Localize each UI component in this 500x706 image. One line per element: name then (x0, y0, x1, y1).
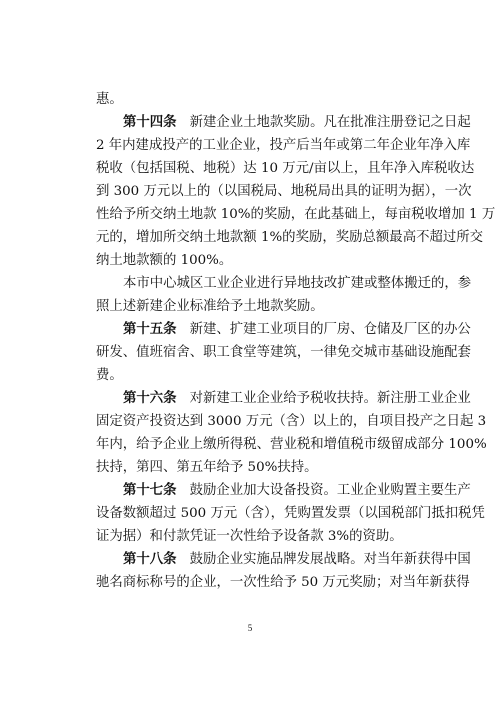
page-number: 5 (247, 623, 253, 633)
relocation-paragraph-first-line: 本市中心城区工业企业进行异地技改扩建或整体搬迁的，参 (123, 276, 472, 291)
article-18-label: 第十八条 (123, 552, 177, 567)
carry-over-line: 惠。 (96, 92, 123, 107)
article-14-line: 到 300 万元以上的（以国税局、地税局出具的证明为据），一次 (96, 184, 472, 199)
article-14-line: 2 年内建成投产的工业企业，投产后当年或第二年企业年净入库 (96, 138, 471, 153)
article-text: 新建企业土地款奖励。凡在批准注册登记之日起 (189, 115, 471, 130)
article-14-line: 元的，增加所交纳土地款额 1%的奖励，奖励总额最高不超过所交 (96, 230, 484, 245)
article-text: 新建、扩建工业项目的厂房、仓储及厂区的办公 (189, 322, 471, 337)
article-14-line: 性给予所交纳土地款 10%的奖励，在此基础上，每亩税收增加 1 万 (96, 207, 496, 222)
article-text: 鼓励企业实施品牌发展战略。对当年新获得中国 (189, 552, 471, 567)
article-16-label: 第十六条 (123, 391, 177, 406)
article-14-line: 纳土地款额的 100%。 (96, 253, 233, 268)
article-16-line: 年内，给予企业上缴所得税、营业税和增值税市级留成部分 100% (96, 437, 487, 452)
article-18-first-line (96, 548, 471, 571)
article-text: 对新建工业企业给予税收扶持。新注册工业企业 (189, 391, 471, 406)
article-16-line: 扶持，第四、第五年给予 50%扶持。 (96, 460, 318, 475)
article-15-first-line (96, 318, 471, 341)
article-17-line: 设备数额超过 500 万元（含），凭购置发票（以国税部门抵扣税凭 (96, 506, 485, 521)
article-15-label: 第十五条 (123, 322, 177, 337)
article-16-line: 固定资产投资达到 3000 万元（含）以上的，自项目投产之日起 3 (96, 414, 487, 429)
article-16-first-line (96, 387, 471, 410)
article-18-line: 驰名商标称号的企业，一次性给予 50 万元奖励；对当年新获得 (96, 575, 470, 590)
article-text: 鼓励企业加大设备投资。工业企业购置主要生产 (189, 483, 471, 498)
article-17-label: 第十七条 (123, 483, 177, 498)
article-15-line: 费。 (96, 368, 123, 383)
article-15-line: 研发、值班宿舍、职工食堂等建筑，一律免交城市基础设施配套 (96, 345, 471, 360)
article-17-line: 证为据）和付款凭证一次性给予设备款 3%的资助。 (96, 529, 403, 544)
relocation-paragraph-line: 照上述新建企业标准给予土地款奖励。 (96, 299, 324, 314)
article-14-line: 税收（包括国税、地税）达 10 万元/亩以上，且年净入库税收达 (96, 161, 475, 176)
article-14-label: 第十四条 (123, 115, 177, 130)
body-text (96, 88, 496, 594)
article-17-first-line (96, 479, 471, 502)
article-14-first-line (96, 111, 471, 134)
